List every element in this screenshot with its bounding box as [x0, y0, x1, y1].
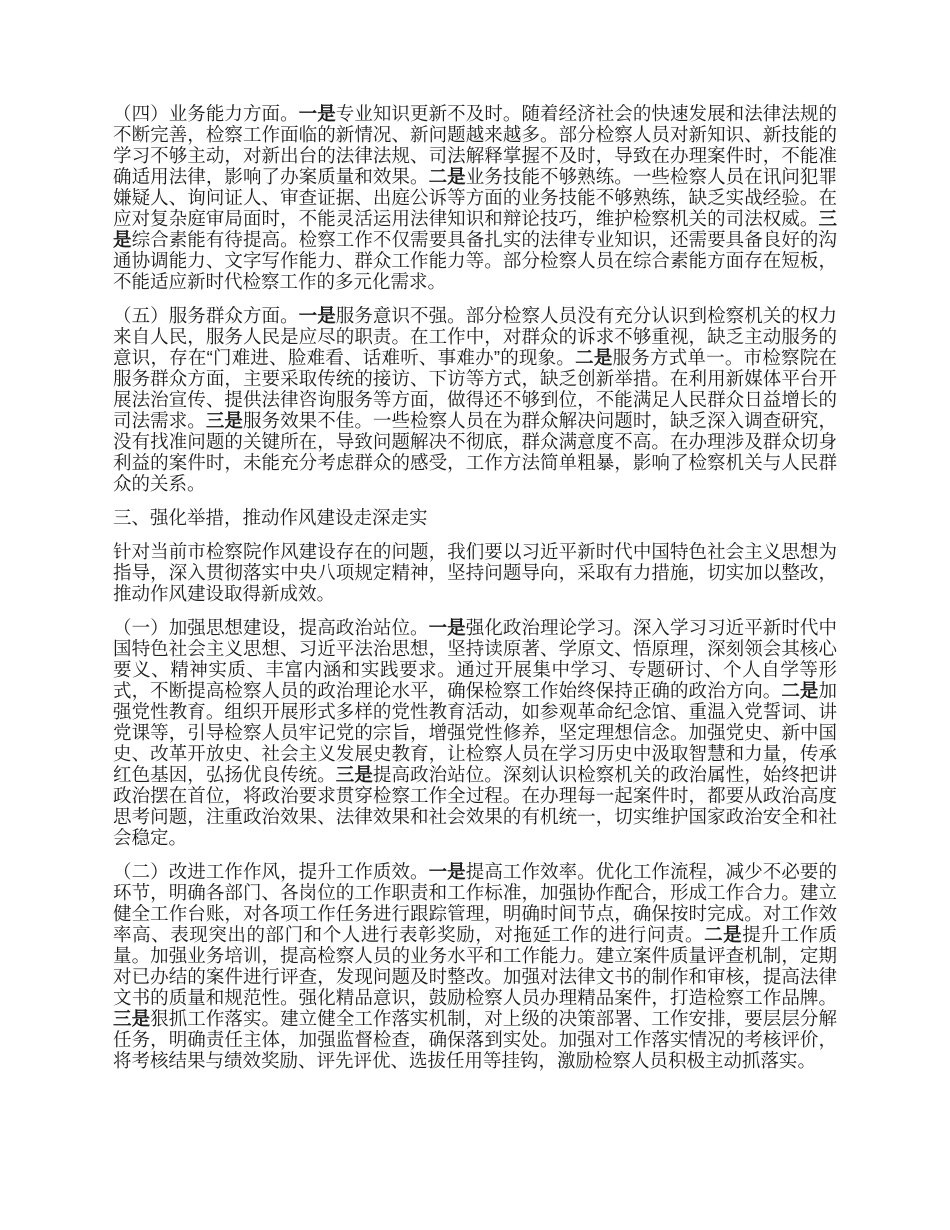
- point-marker-two: 二是: [781, 680, 819, 701]
- text-run: 服务意识不强。部分检察人员没有充分认识到检察机关的权力来自人民，服务人民是应尽的职责。在工作中，对群众的诉求不够重视，缺乏主动服务的意识，存在“门难进、脸难看、话难听、事难办”的现象。: [113, 305, 837, 368]
- text-run: 强化政治理论学习。深入学习习近平新时代中国特色社会主义思想、习近平法治思想，坚持读原著、学原文、悟原理，深刻领会其核心要义、精神实质、丰富内涵和实践要求。通过开展集中学习、专题研讨、个人自学等形式，不断提高检察人员的政治理论水平，确保检察工作始终保持正确的政治方向。: [113, 617, 837, 701]
- paragraph-lead: （二）改进工作作风，提升工作质效。: [113, 861, 429, 882]
- paragraph-ideological-building: [113, 617, 837, 848]
- text-run: 提升工作质量。加强业务培训，提高检察人员的业务水平和工作能力。建立案件质量评查机制，定期对已办结的案件进行评查，发现问题及时整改。加强对法律文书的制作和审核，提高法律文书的质量和规范性。强化精品意识，鼓励检察人员办理精品案件，打造检察工作品牌。: [113, 924, 837, 1008]
- heading-text: 三、强化举措，推动作风建设走深走实: [113, 507, 428, 528]
- text-run: 提高政治站位。深刻认识检察机关的政治属性，始终把讲政治摆在首位，将政治要求贯穿检察工作全过程。在办理每一起案件时，都要从政治高度思考问题，注重政治效果、法律效果和社会效果的有机统一，切实维护国家政治安全和社会稳定。: [113, 764, 837, 848]
- point-marker-two: 二是: [704, 924, 743, 945]
- paragraph-lead: （五）服务群众方面。: [113, 305, 299, 326]
- point-marker-three: 三是: [113, 208, 837, 250]
- point-marker-three: 三是: [113, 1008, 151, 1029]
- paragraph-lead: （一）加强思想建设，提高政治站位。: [113, 617, 429, 638]
- paragraph-serving-masses: [113, 305, 837, 494]
- text-run: 提高工作效率。优化工作流程，减少不必要的环节，明确各部门、各岗位的工作职责和工作标准，加强协作配合，形成工作合力。建立健全工作台账，对各项工作任务进行跟踪管理，明确时间节点，确保按时完成。对工作效率高、表现突出的部门和个人进行表彰奖励，对拖延工作的进行问责。: [113, 861, 837, 945]
- point-marker-three: 三是: [335, 764, 373, 785]
- text-run: 加强党性教育。组织开展形式多样的党性教育活动，如参观革命纪念馆、重温入党誓词、讲党课等，引导检察人员牢记党的宗旨，增强党性修养，坚定理想信念。加强党史、新中国史、改革开放史、社会主义发展史教育，让检察人员在学习历史中汲取智慧和力量，传承红色基因，弘扬优良传统。: [113, 680, 837, 785]
- paragraph-lead: （四）业务能力方面。: [113, 103, 299, 124]
- point-marker-one: 一是: [298, 305, 336, 326]
- text-run: 专业知识更新不及时。随着经济社会的快速发展和法律法规的不断完善，检察工作面临的新情况、新问题越来越多。部分检察人员对新知识、新技能的学习不够主动，对新出台的法律法规、司法解释掌握不及时，导致在办理案件时，不能准确适用法律，影响了办案质量和效果。: [113, 103, 837, 187]
- paragraph-intro-measures: [113, 541, 837, 604]
- section-heading-three: [113, 507, 837, 528]
- text-run: 业务技能不够熟练。一些检察人员在讯问犯罪嫌疑人、询问证人、审查证据、出庭公诉等方面的业务技能不够熟练，缺乏实战经验。在应对复杂庭审局面时，不能灵活运用法律知识和辩论技巧，维护检察机关的司法权威。: [113, 166, 837, 229]
- point-marker-two: 二是: [575, 347, 613, 368]
- text-run: 服务方式单一。市检察院在服务群众方面，主要采取传统的接访、下访等方式，缺乏创新举措。在利用新媒体平台开展法治宣传、提供法律咨询服务等方面，做得还不够到位，不能满足人民群众日益增长的司法需求。: [113, 347, 837, 431]
- paragraph-business-ability: [113, 103, 837, 292]
- paragraph-work-style: [113, 861, 837, 1071]
- point-marker-two: 二是: [428, 166, 466, 187]
- point-marker-one: 一是: [428, 861, 466, 882]
- text-run: 针对当前市检察院作风建设存在的问题，我们要以习近平新时代中国特色社会主义思想为指导，深入贯彻落实中央八项规定精神，坚持问题导向，采取有力措施，切实加以整改，推动作风建设取得新成效。: [113, 541, 837, 604]
- point-marker-three: 三是: [205, 410, 243, 431]
- text-run: 综合素能有待提高。检察工作不仅需要具备扎实的法律专业知识，还需要具备良好的沟通协调能力、文字写作能力、群众工作能力等。部分检察人员在综合素能方面存在短板，不能适应新时代检察工作的多元化需求。: [113, 229, 837, 292]
- text-run: 狠抓工作落实。建立健全工作落实机制，对上级的决策部署、工作安排，要层层分解任务，明确责任主体，加强监督检查，确保落到实处。加强对工作落实情况的考核评价，将考核结果与绩效奖励、评先评优、选拔任用等挂钩，激励检察人员积极主动抓落实。: [113, 1008, 837, 1071]
- text-run: 服务效果不佳。一些检察人员在为群众解决问题时，缺乏深入调查研究，没有找准问题的关键所在，导致问题解决不彻底，群众满意度不高。在办理涉及群众切身利益的案件时，未能充分考虑群众的感受，工作方法简单粗暴，影响了检察机关与人民群众的关系。: [113, 410, 837, 494]
- point-marker-one: 一是: [428, 617, 466, 638]
- point-marker-one: 一是: [298, 103, 336, 124]
